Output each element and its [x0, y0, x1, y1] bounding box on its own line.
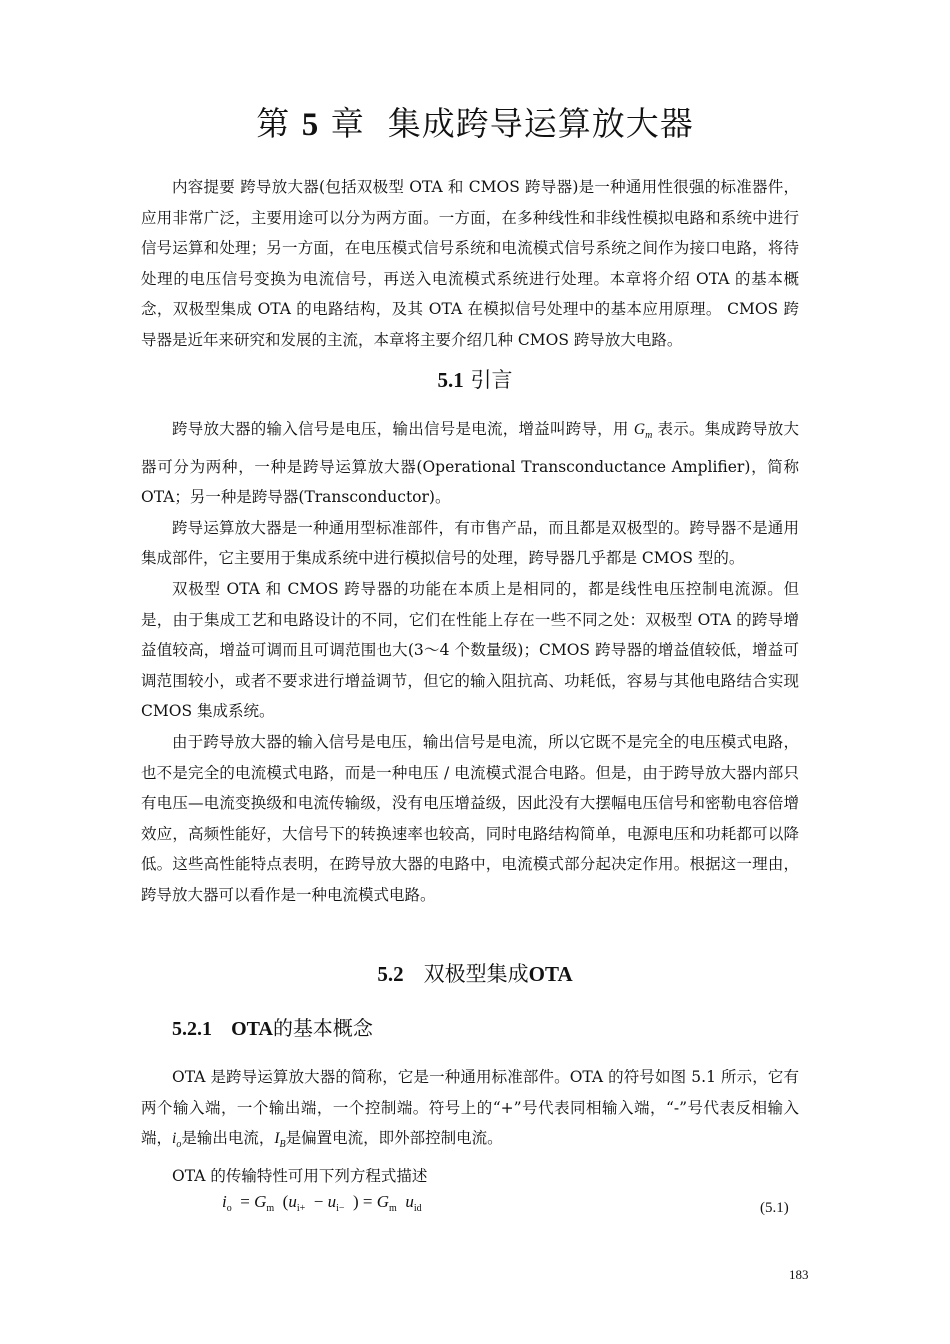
- chapter-suffix: 章: [330, 104, 365, 143]
- paragraph: OTA 的传输特性可用下列方程式描述: [172, 1166, 428, 1185]
- chapter-title: [0, 102, 950, 147]
- abstract-paragraph: 内容提要 跨导放大器(包括双极型 OTA 和 CMOS 跨导器)是一种通用性很强的标准器件，应用非常广泛，主要用途可以分为两方面。一方面，在多种线性和非线性模拟电路和系统中进行信号运算和处理；另一方面，在电压模式信号系统和电流模式信号系统之间作为接口电路，将待处理的电压信号变换为电流信号，再送入电流模式系统进行处理。本章将介绍 OTA 的基本概念，双极型集成 OTA 的电路结构，及其 OTA 在模拟信号处理中的基本应用原理。 CMOS 跨导器是近年来研究和发展的主流，本章将主要介绍几种 CMOS 跨导放大电路。: [141, 178, 799, 349]
- subsection-title-cn: 的基本概念: [272, 1016, 373, 1040]
- section-5-2-1-heading: [172, 1012, 373, 1041]
- text-run: OTA 是跨导运算放大器的简称，它是一种通用标准部件。OTA 的符号如图 5.1 所示，它有两个输入端，一个输出端，一个控制端。符号上的“+”号代表同相输入端，“-”号代表反相输入端，: [141, 1068, 799, 1148]
- eq-sub: o: [226, 1203, 232, 1214]
- chapter-number: 5: [301, 107, 320, 143]
- paragraph: 双极型 OTA 和 CMOS 跨导器的功能在本质上是相同的，都是线性电压控制电流源。但是，由于集成工艺和电路设计的不同，它们在性能上存在一些不同之处：双极型 OTA 的跨导增益值较高，增益可调而且可调范围也大(3～4 个数量级)；CMOS 跨导器的增益值较低，增益可调范围较小，或者不要求进行增益调节，但它的输入阻抗高、功耗低，容易与其他电路结合实现CMOS 集成系统。: [141, 579, 799, 721]
- section-number: 5.1: [437, 368, 464, 392]
- section-5-2-heading: [0, 958, 950, 988]
- var-subscript: m: [645, 430, 653, 441]
- text-run: 跨导放大器的输入信号是电压，输出信号是电流，增益叫跨导，用: [172, 420, 629, 438]
- eq-sub: id: [413, 1203, 422, 1214]
- paragraph: [141, 414, 799, 513]
- equation-number: (5.1): [760, 1200, 789, 1216]
- subsection-number: 5.2.1: [172, 1018, 212, 1040]
- eq-var: u: [288, 1192, 297, 1211]
- eq-var: G: [376, 1192, 390, 1211]
- chapter-prefix: 第: [256, 104, 291, 143]
- section-title: 引言: [470, 368, 513, 392]
- paragraph: 跨导运算放大器是一种通用型标准部件，有市售产品，而且都是双极型的。跨导器不是通用集成部件，它主要用于集成系统中进行模拟信号的处理，跨导器几乎都是 CMOS 型的。: [141, 518, 799, 568]
- io-symbol: [172, 1130, 182, 1151]
- eq-sub: m: [266, 1203, 275, 1214]
- var: I: [274, 1130, 280, 1148]
- section-title-cn: 双极型集成: [423, 962, 529, 986]
- eq-var: G: [254, 1192, 267, 1211]
- section-number: 5.2: [377, 962, 404, 986]
- var-subscript: B: [279, 1139, 286, 1151]
- section-5-2-1-body: [141, 1062, 799, 1191]
- text-run: 是输出电流，: [181, 1129, 275, 1148]
- chapter-name: 集成跨导运算放大器: [387, 104, 694, 143]
- paragraph: 由于跨导放大器的输入信号是电压，输出信号是电流，所以它既不是完全的电压模式电路，也不是完全的电流模式电路，而是一种电压 / 电流模式混合电路。但是，由于跨导放大器内部只有电压—电流变换级和电流传输级，没有电压增益级，因此没有大摆幅电压信号和密勒电容倍增效应，高频性能好，大信号下的转换速率也较高，同时电路结构简单，电源电压和功耗都可以降低。这些高性能特点表明，在跨导放大器的电路中，电流模式部分起决定作用。根据这一理由，跨导放大器可以看作是一种电流模式电路。: [141, 732, 799, 904]
- var: G: [633, 421, 646, 438]
- text-run: 表示。集成跨导放大器可分为两种，一种是跨导运算放大器(Operational Transconductance Amplifier)，简称 OTA；另一种是跨导器(Transconductor)。: [141, 420, 799, 507]
- eq-var: u: [405, 1192, 414, 1211]
- section-5-1-heading: [0, 364, 950, 394]
- eq-var: u: [327, 1192, 337, 1211]
- gm-symbol: [633, 421, 653, 441]
- eq-sub: m: [389, 1203, 397, 1214]
- section-title-en: OTA: [528, 962, 573, 986]
- paragraph: [141, 1062, 799, 1161]
- page-number: 183: [789, 1267, 809, 1282]
- abstract-block: [141, 172, 799, 356]
- var-subscript: o: [176, 1139, 182, 1151]
- subsection-title-en: OTA: [231, 1018, 273, 1040]
- section-5-1-body: [141, 414, 799, 911]
- equation-5-1: $i_o = G_m$ ($u_{i+} - u_{i-}$ ) = $G_m$ $u_{id}$: [222, 1192, 422, 1214]
- ib-symbol: [274, 1130, 286, 1151]
- var: i: [172, 1130, 177, 1148]
- eq-sub: i−: [336, 1203, 345, 1214]
- eq-sub: i+: [296, 1203, 306, 1214]
- text-run: 是偏置电流，即外部控制电流。: [285, 1129, 503, 1148]
- eq-var: i: [222, 1192, 227, 1211]
